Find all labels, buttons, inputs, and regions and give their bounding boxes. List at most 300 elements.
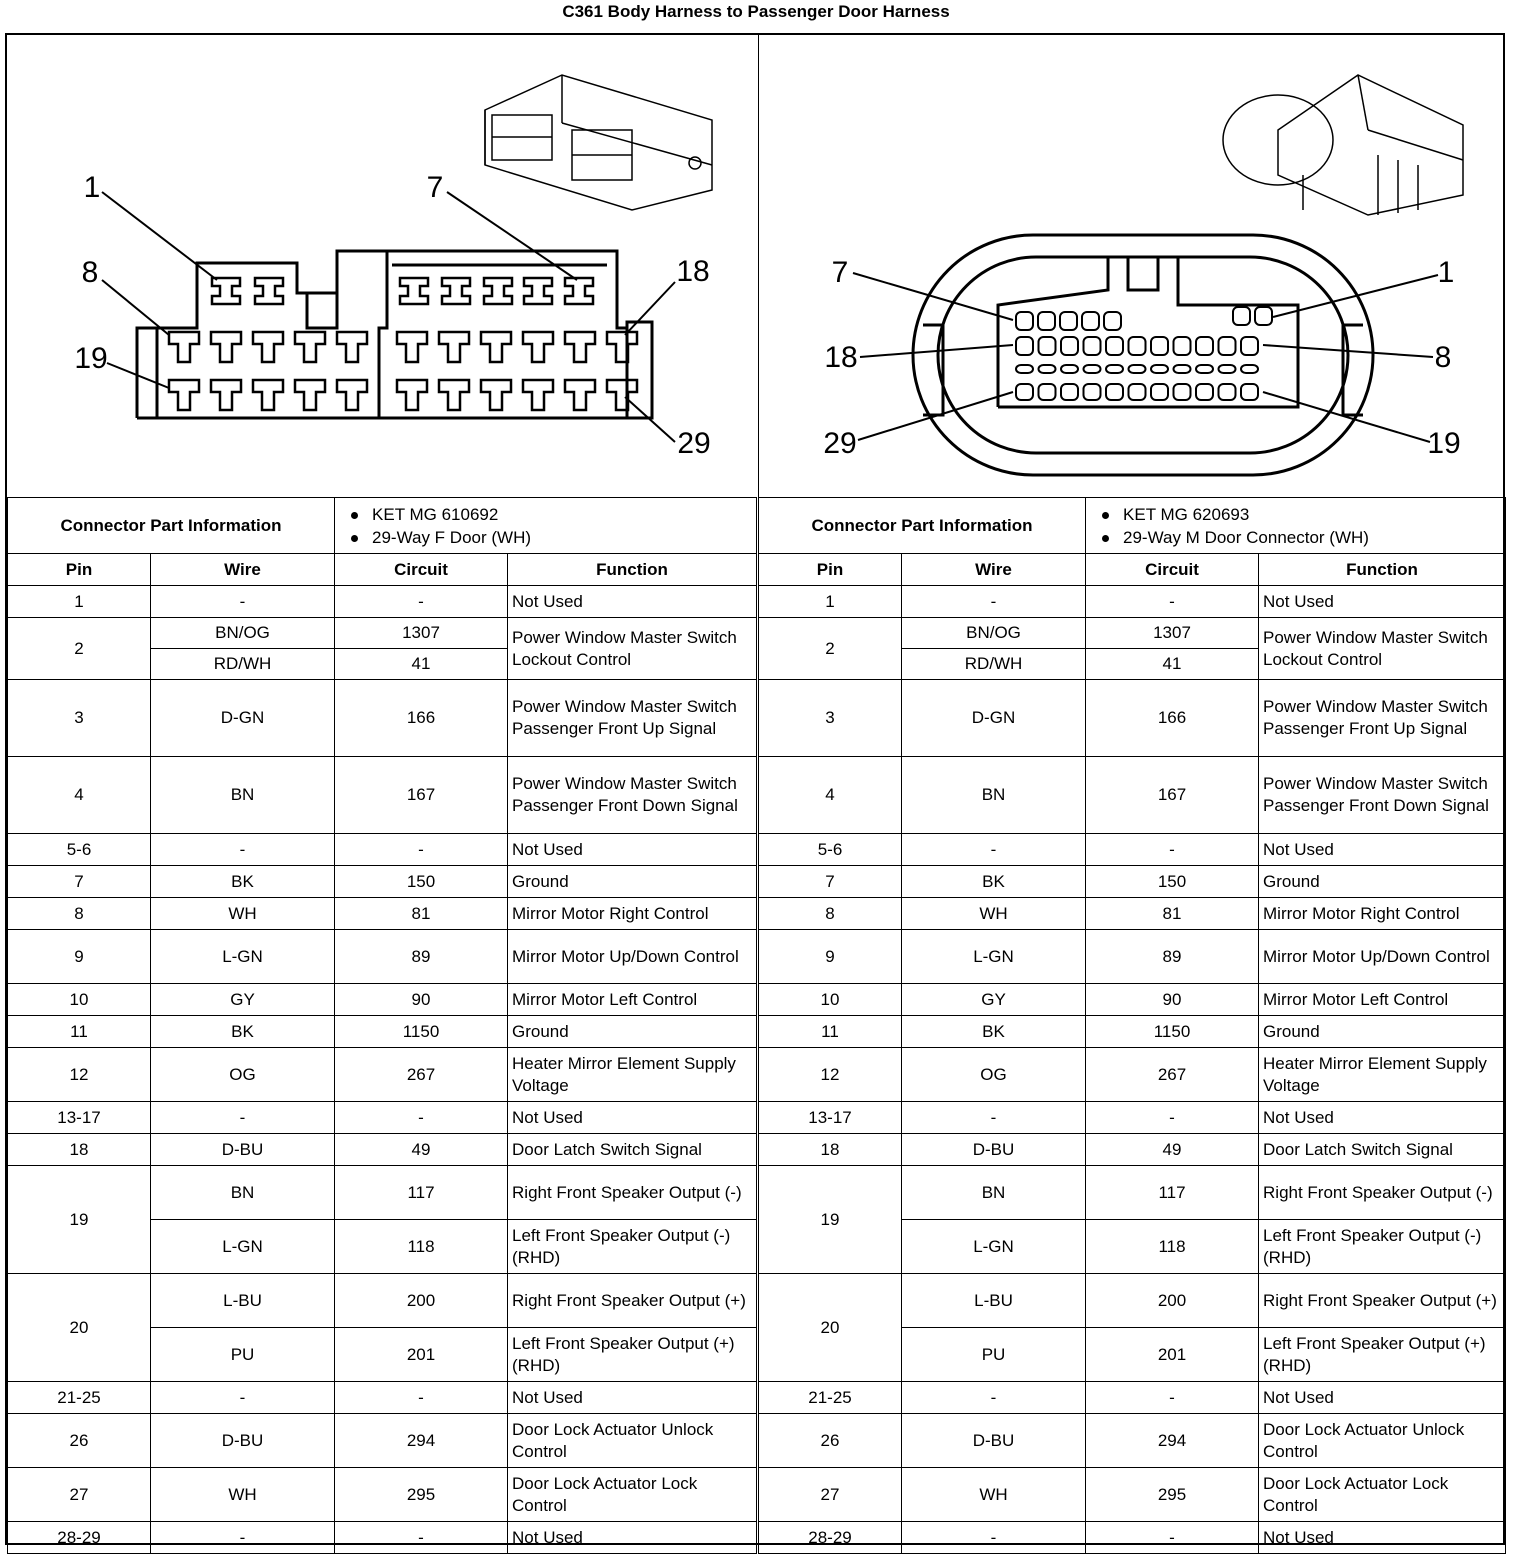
cavity-21: [1196, 384, 1213, 400]
circuit-cell: -: [335, 586, 508, 618]
cavity-29: [607, 380, 637, 410]
pin-callout: 29: [823, 427, 857, 460]
circuit-cell: 201: [1086, 1328, 1259, 1382]
wire-cell: BK: [151, 866, 335, 898]
wire-cell: D-BU: [151, 1414, 335, 1468]
circuit-cell: 49: [1086, 1134, 1259, 1166]
cavity-4: [1082, 312, 1099, 330]
cavity-29: [1016, 384, 1033, 400]
circuit-cell: -: [1086, 1102, 1259, 1134]
cavity-15: [1084, 337, 1101, 355]
circuit-cell: 200: [335, 1274, 508, 1328]
circuit-cell: 167: [1086, 757, 1259, 834]
circuit-cell: -: [1086, 1382, 1259, 1414]
wire-cell: WH: [902, 898, 1086, 930]
cavity-17: [1039, 337, 1056, 355]
pin-cell: 7: [8, 866, 151, 898]
cavity-13: [1129, 337, 1146, 355]
wire-cell: D-GN: [902, 680, 1086, 757]
pin-cell: 28-29: [759, 1522, 902, 1554]
callout-leader: [1263, 392, 1430, 442]
cavity-25: [439, 380, 469, 410]
table-row: [8, 1414, 757, 1468]
pin-cell: 28-29: [8, 1522, 151, 1554]
wire-cell: BN: [902, 1166, 1086, 1220]
table-row: [759, 618, 1506, 649]
cavity-1: [1255, 307, 1272, 325]
table-row: [8, 1134, 757, 1166]
cavity-25: [1106, 384, 1123, 400]
function-cell: Mirror Motor Right Control: [1259, 898, 1506, 930]
cavity-2: [255, 278, 283, 304]
function-cell: Right Front Speaker Output (-): [508, 1166, 757, 1220]
cavity-6: [524, 278, 552, 304]
table-row: [759, 984, 1506, 1016]
pin-cell: 13-17: [759, 1102, 902, 1134]
wire-cell: D-GN: [151, 680, 335, 757]
wire-cell: WH: [151, 898, 335, 930]
header-circuit: Circuit: [1086, 554, 1259, 586]
function-cell: Not Used: [1259, 586, 1506, 618]
pin-cell: 5-6: [8, 834, 151, 866]
function-cell: Not Used: [1259, 1382, 1506, 1414]
table-row: [8, 930, 757, 984]
pin-cell: 26: [8, 1414, 151, 1468]
cavity-5: [1060, 312, 1077, 330]
function-cell: Door Latch Switch Signal: [508, 1134, 757, 1166]
function-cell: Left Front Speaker Output (+) (RHD): [1259, 1328, 1506, 1382]
function-cell: Door Latch Switch Signal: [1259, 1134, 1506, 1166]
cavity-3: [400, 278, 428, 304]
cavity-slot: [1174, 365, 1191, 373]
function-cell: Right Front Speaker Output (+): [508, 1274, 757, 1328]
wire-cell: BN/OG: [151, 618, 335, 649]
cavity-1: [212, 278, 240, 304]
table-row: [8, 1048, 757, 1102]
cavity-24: [1129, 384, 1146, 400]
cavity-7: [565, 278, 593, 304]
cavity-slot: [1219, 365, 1236, 373]
female-connector-diagram: [7, 35, 759, 497]
cavity-9: [1219, 337, 1236, 355]
wire-cell: L-GN: [151, 930, 335, 984]
circuit-cell: -: [335, 1522, 508, 1554]
wire-cell: -: [151, 834, 335, 866]
circuit-cell: -: [335, 834, 508, 866]
function-cell: Heater Mirror Element Supply Voltage: [1259, 1048, 1506, 1102]
function-cell: Power Window Master Switch Passenger Front Up Signal: [1259, 680, 1506, 757]
function-cell: Door Lock Actuator Unlock Control: [508, 1414, 757, 1468]
function-cell: Left Front Speaker Output (-) (RHD): [1259, 1220, 1506, 1274]
cavity-4: [442, 278, 470, 304]
circuit-cell: 89: [335, 930, 508, 984]
table-row: [8, 866, 757, 898]
function-cell: Right Front Speaker Output (-): [1259, 1166, 1506, 1220]
cavity-23: [1151, 384, 1168, 400]
cavity-24: [397, 380, 427, 410]
cavity-10: [253, 332, 283, 362]
wire-cell: L-BU: [151, 1274, 335, 1328]
part-number: KET MG 620693: [1102, 503, 1501, 526]
table-row: [759, 834, 1506, 866]
circuit-cell: 41: [1086, 649, 1259, 680]
function-cell: Door Lock Actuator Lock Control: [508, 1468, 757, 1522]
part-info-label: Connector Part Information: [759, 498, 1086, 554]
circuit-cell: -: [335, 1102, 508, 1134]
circuit-cell: 295: [1086, 1468, 1259, 1522]
pin-cell: 1: [759, 586, 902, 618]
pin-callout: 1: [1437, 256, 1455, 289]
function-cell: Left Front Speaker Output (-) (RHD): [508, 1220, 757, 1274]
circuit-cell: 41: [335, 649, 508, 680]
callout-leader: [853, 273, 1013, 320]
pin-cell: 7: [759, 866, 902, 898]
cavity-slot: [1196, 365, 1213, 373]
circuit-cell: 90: [1086, 984, 1259, 1016]
callout-leader: [102, 192, 217, 280]
wire-cell: L-BU: [902, 1274, 1086, 1328]
header-pin: Pin: [759, 554, 902, 586]
cavity-27: [1061, 384, 1078, 400]
cavity-10: [1196, 337, 1213, 355]
wire-cell: -: [151, 1102, 335, 1134]
callout-leader: [625, 282, 675, 335]
part-number: KET MG 610692: [351, 503, 752, 526]
pin-cell: 9: [8, 930, 151, 984]
table-row: [759, 1134, 1506, 1166]
cavity-19: [169, 380, 199, 410]
table-row: [759, 1522, 1506, 1554]
wire-cell: RD/WH: [151, 649, 335, 680]
header-wire: Wire: [151, 554, 335, 586]
wire-cell: BK: [902, 866, 1086, 898]
table-row: [8, 1016, 757, 1048]
callout-leader: [858, 392, 1013, 440]
function-cell: Power Window Master Switch Lockout Control: [508, 618, 757, 680]
pin-callout: 18: [676, 255, 710, 288]
table-row: [8, 1166, 757, 1220]
function-cell: Ground: [1259, 1016, 1506, 1048]
pin-cell: 12: [759, 1048, 902, 1102]
function-cell: Mirror Motor Up/Down Control: [508, 930, 757, 984]
wire-cell: BN: [151, 1166, 335, 1220]
pin-cell: 3: [8, 680, 151, 757]
cavity-9: [211, 332, 241, 362]
wire-cell: L-GN: [151, 1220, 335, 1274]
wire-cell: L-GN: [902, 1220, 1086, 1274]
cavity-slot: [1241, 365, 1258, 373]
pin-callout: 7: [426, 171, 444, 204]
male-connector-thumbnail: [1223, 75, 1463, 215]
function-cell: Not Used: [508, 1522, 757, 1554]
wire-cell: BK: [902, 1016, 1086, 1048]
function-cell: Ground: [1259, 866, 1506, 898]
wire-cell: OG: [151, 1048, 335, 1102]
cavity-slot: [1016, 365, 1033, 373]
female-connector-drawing: [7, 35, 758, 497]
pin-callout: 18: [824, 341, 858, 374]
cavity-26: [481, 380, 511, 410]
cavity-20: [211, 380, 241, 410]
pin-cell: 27: [8, 1468, 151, 1522]
circuit-cell: 200: [1086, 1274, 1259, 1328]
circuit-cell: 1307: [335, 618, 508, 649]
function-cell: Ground: [508, 866, 757, 898]
male-callouts: [823, 256, 1460, 460]
table-row: [8, 680, 757, 757]
part-info-list: [335, 498, 757, 554]
pin-cell: 27: [759, 1468, 902, 1522]
cavity-14: [439, 332, 469, 362]
table-row: [759, 1016, 1506, 1048]
function-cell: Right Front Speaker Output (+): [1259, 1274, 1506, 1328]
wire-cell: -: [151, 586, 335, 618]
table-row: [8, 834, 757, 866]
table-row: [8, 1468, 757, 1522]
table-row: [759, 680, 1506, 757]
cavity-22: [1174, 384, 1191, 400]
part-info-label: Connector Part Information: [8, 498, 335, 554]
function-cell: Power Window Master Switch Lockout Control: [1259, 618, 1506, 680]
cavity-7: [1016, 312, 1033, 330]
table-row: [759, 1102, 1506, 1134]
pin-cell: 18: [759, 1134, 902, 1166]
circuit-cell: 166: [335, 680, 508, 757]
function-cell: Not Used: [508, 834, 757, 866]
function-cell: Door Lock Actuator Unlock Control: [1259, 1414, 1506, 1468]
male-connector-drawing: [758, 35, 1505, 497]
pin-cell: 10: [8, 984, 151, 1016]
cavity-18: [1016, 337, 1033, 355]
female-pinout-table: [7, 497, 757, 1554]
wire-cell: BN: [902, 757, 1086, 834]
circuit-cell: 1150: [335, 1016, 508, 1048]
cavity-22: [295, 380, 325, 410]
wire-cell: WH: [151, 1468, 335, 1522]
wire-cell: L-GN: [902, 930, 1086, 984]
wire-cell: GY: [902, 984, 1086, 1016]
circuit-cell: -: [1086, 1522, 1259, 1554]
table-row: [8, 586, 757, 618]
cavity-12: [337, 332, 367, 362]
pin-cell: 2: [8, 618, 151, 680]
wire-cell: -: [902, 1102, 1086, 1134]
pin-cell: 8: [8, 898, 151, 930]
wire-cell: -: [902, 1522, 1086, 1554]
wire-cell: GY: [151, 984, 335, 1016]
wire-cell: RD/WH: [902, 649, 1086, 680]
pin-cell: 11: [8, 1016, 151, 1048]
table-row: [8, 757, 757, 834]
pin-callout: 7: [831, 256, 849, 289]
pin-cell: 9: [759, 930, 902, 984]
circuit-cell: 81: [1086, 898, 1259, 930]
pin-callout: 1: [83, 171, 101, 204]
circuit-cell: 167: [335, 757, 508, 834]
function-cell: Power Window Master Switch Passenger Front Up Signal: [508, 680, 757, 757]
function-cell: Not Used: [508, 1102, 757, 1134]
cavity-3: [1104, 312, 1121, 330]
function-cell: Not Used: [1259, 1102, 1506, 1134]
cavity-20: [1219, 384, 1236, 400]
header-pin: Pin: [8, 554, 151, 586]
header-function: Function: [1259, 554, 1506, 586]
circuit-cell: 81: [335, 898, 508, 930]
function-cell: Left Front Speaker Output (+) (RHD): [508, 1328, 757, 1382]
cavity-2: [1233, 307, 1250, 325]
table-row: [759, 898, 1506, 930]
cavity-6: [1038, 312, 1055, 330]
female-cavities: [169, 278, 637, 410]
pin-cell: 1: [8, 586, 151, 618]
wire-cell: -: [902, 1382, 1086, 1414]
cavity-8: [169, 332, 199, 362]
page-title: C361 Body Harness to Passenger Door Harness: [562, 2, 950, 21]
cavity-28: [1039, 384, 1056, 400]
circuit-cell: 150: [335, 866, 508, 898]
pin-cell: 2: [759, 618, 902, 680]
male-connector-diagram: [758, 35, 1505, 497]
pin-callout: 8: [81, 256, 99, 289]
function-cell: Not Used: [1259, 834, 1506, 866]
cavity-14: [1106, 337, 1123, 355]
wire-cell: -: [151, 1522, 335, 1554]
pin-cell: 18: [8, 1134, 151, 1166]
pin-cell: 4: [8, 757, 151, 834]
circuit-cell: 294: [335, 1414, 508, 1468]
table-row: [759, 1414, 1506, 1468]
circuit-cell: 267: [1086, 1048, 1259, 1102]
table-row: [759, 757, 1506, 834]
table-row: [759, 866, 1506, 898]
table-row: [759, 586, 1506, 618]
pin-callout: 8: [1434, 341, 1452, 374]
pin-cell: 19: [759, 1166, 902, 1274]
cavity-11: [1174, 337, 1191, 355]
cavity-slot: [1039, 365, 1056, 373]
function-cell: Door Lock Actuator Lock Control: [1259, 1468, 1506, 1522]
part-description: 29-Way F Door (WH): [351, 526, 752, 549]
circuit-cell: 150: [1086, 866, 1259, 898]
function-cell: Mirror Motor Up/Down Control: [1259, 930, 1506, 984]
wire-cell: PU: [151, 1328, 335, 1382]
table-row: [8, 984, 757, 1016]
pin-callout: 19: [1427, 427, 1461, 460]
function-cell: Heater Mirror Element Supply Voltage: [508, 1048, 757, 1102]
cavity-26: [1084, 384, 1101, 400]
function-cell: Mirror Motor Left Control: [508, 984, 757, 1016]
wire-cell: -: [902, 834, 1086, 866]
part-info-list: [1086, 498, 1506, 554]
function-cell: Mirror Motor Right Control: [508, 898, 757, 930]
header-function: Function: [508, 554, 757, 586]
wire-cell: OG: [902, 1048, 1086, 1102]
pin-callout: 19: [74, 342, 108, 375]
table-row: [8, 898, 757, 930]
cavity-11: [295, 332, 325, 362]
wire-cell: WH: [902, 1468, 1086, 1522]
function-cell: Ground: [508, 1016, 757, 1048]
connector-sheet: [5, 33, 1505, 1545]
pin-callout: 29: [677, 427, 711, 460]
callout-leader: [447, 192, 577, 280]
wire-cell: BN/OG: [902, 618, 1086, 649]
pin-cell: 8: [759, 898, 902, 930]
male-cavities: [1016, 307, 1272, 400]
cavity-12: [1151, 337, 1168, 355]
pin-cell: 26: [759, 1414, 902, 1468]
wire-cell: -: [151, 1382, 335, 1414]
pin-cell: 5-6: [759, 834, 902, 866]
pin-cell: 19: [8, 1166, 151, 1274]
pin-cell: 4: [759, 757, 902, 834]
pin-cell: 11: [759, 1016, 902, 1048]
wire-cell: D-BU: [902, 1414, 1086, 1468]
table-row: [759, 1274, 1506, 1328]
cavity-8: [1241, 337, 1258, 355]
female-connector-thumbnail: [485, 75, 712, 210]
circuit-cell: 90: [335, 984, 508, 1016]
table-row: [759, 930, 1506, 984]
circuit-cell: -: [335, 1382, 508, 1414]
cavity-slot: [1151, 365, 1168, 373]
cavity-18: [607, 332, 637, 362]
wire-cell: -: [902, 586, 1086, 618]
circuit-cell: 117: [335, 1166, 508, 1220]
cavity-16: [523, 332, 553, 362]
function-cell: Mirror Motor Left Control: [1259, 984, 1506, 1016]
part-description: 29-Way M Door Connector (WH): [1102, 526, 1501, 549]
table-row: [8, 1274, 757, 1328]
callout-leader: [1273, 275, 1438, 317]
cavity-16: [1061, 337, 1078, 355]
circuit-cell: 89: [1086, 930, 1259, 984]
cavity-5: [484, 278, 512, 304]
cavity-15: [481, 332, 511, 362]
function-cell: Power Window Master Switch Passenger Front Down Signal: [1259, 757, 1506, 834]
cavity-13: [397, 332, 427, 362]
circuit-cell: 294: [1086, 1414, 1259, 1468]
pin-cell: 20: [759, 1274, 902, 1382]
pin-cell: 13-17: [8, 1102, 151, 1134]
cavity-slot: [1084, 365, 1101, 373]
table-row: [8, 1382, 757, 1414]
pin-cell: 10: [759, 984, 902, 1016]
circuit-cell: -: [1086, 586, 1259, 618]
wire-cell: D-BU: [151, 1134, 335, 1166]
pin-cell: 12: [8, 1048, 151, 1102]
cavity-17: [565, 332, 595, 362]
pin-cell: 21-25: [8, 1382, 151, 1414]
header-circuit: Circuit: [335, 554, 508, 586]
cavity-19: [1241, 384, 1258, 400]
pin-cell: 3: [759, 680, 902, 757]
table-row: [8, 1522, 757, 1554]
table-row: [759, 1048, 1506, 1102]
table-row: [759, 1382, 1506, 1414]
circuit-cell: 118: [1086, 1220, 1259, 1274]
wire-cell: D-BU: [902, 1134, 1086, 1166]
cavity-27: [523, 380, 553, 410]
circuit-cell: 267: [335, 1048, 508, 1102]
cavity-21: [253, 380, 283, 410]
function-cell: Not Used: [508, 586, 757, 618]
circuit-cell: 118: [335, 1220, 508, 1274]
circuit-cell: 1150: [1086, 1016, 1259, 1048]
male-pinout-table: [758, 497, 1505, 1554]
circuit-cell: 201: [335, 1328, 508, 1382]
table-row: [8, 1102, 757, 1134]
